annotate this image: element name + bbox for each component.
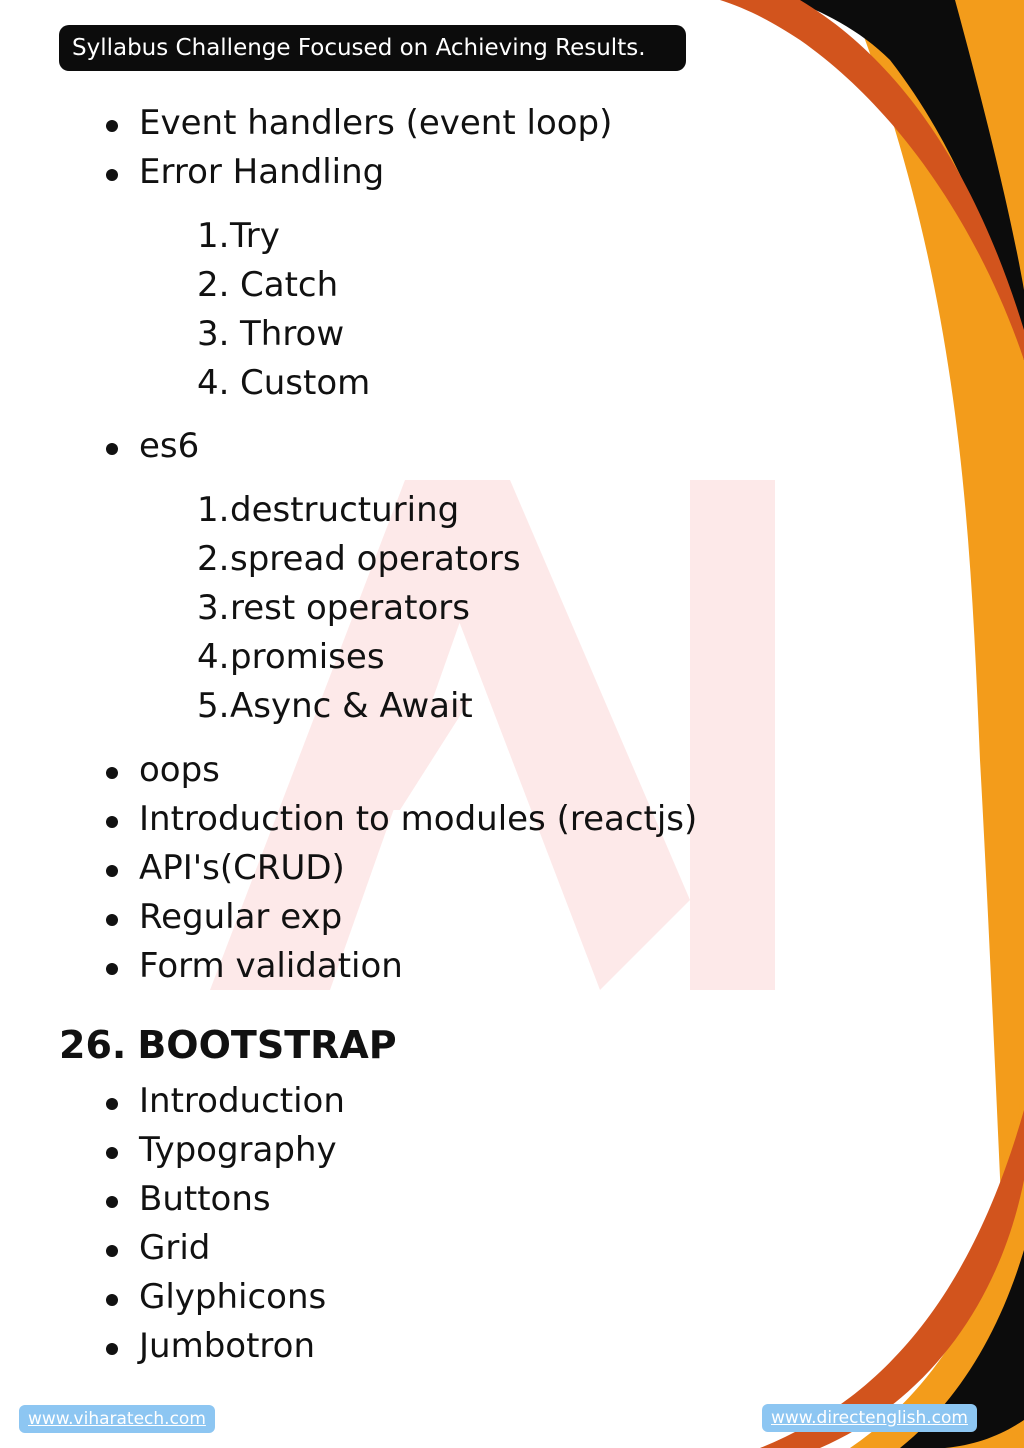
item-label: Custom [240,363,371,403]
list-item: oops [59,746,697,795]
list-item: Regular exp [59,893,697,942]
item-label: Async & Await [230,686,473,726]
sublist-item [197,633,521,682]
item-number: 1. [197,490,230,530]
item-label: Throw [240,314,345,354]
sublist-item [197,682,521,731]
list-item: Introduction [59,1077,345,1126]
sublist-item [197,584,521,633]
item-number: 3. [197,588,230,628]
item-number: 2. [197,539,230,579]
list-item: es6 [59,422,199,471]
error-handling-sublist [197,212,370,408]
item-number: 5. [197,686,230,726]
item-label: rest operators [230,588,470,628]
list-item: Jumbotron [59,1322,345,1371]
item-number: 2. [197,265,230,305]
section-title: BOOTSTRAP [137,1023,397,1067]
topic-list [59,99,612,197]
sublist-item [197,486,521,535]
sublist-item [197,535,521,584]
list-item: Glyphicons [59,1273,345,1322]
item-label: Try [230,216,280,256]
list-item: Error Handling [59,148,612,197]
topic-list [59,422,199,471]
item-label: promises [230,637,385,677]
sublist-item [197,212,370,261]
item-label: spread operators [230,539,521,579]
header-tagline: Syllabus Challenge Focused on Achieving Results. [59,25,686,71]
item-label: Catch [240,265,339,305]
bootstrap-topic-list [59,1077,345,1371]
item-number: 4. [197,637,230,677]
sublist-item [197,310,370,359]
list-item: Typography [59,1126,345,1175]
list-item: Buttons [59,1175,345,1224]
es6-sublist [197,486,521,731]
item-label: destructuring [230,490,460,530]
sublist-item [197,261,370,310]
list-item: Grid [59,1224,345,1273]
item-number: 3. [197,314,230,354]
footer-link-directenglish[interactable]: www.directenglish.com [762,1404,977,1432]
section-number: 26. [59,1023,127,1067]
section-heading [59,1018,397,1072]
item-number: 4. [197,363,230,403]
item-number: 1. [197,216,230,256]
list-item: API's(CRUD) [59,844,697,893]
list-item: Introduction to modules (reactjs) [59,795,697,844]
topic-list [59,746,697,991]
footer-link-viharatech[interactable]: www.viharatech.com [19,1405,215,1433]
sublist-item [197,359,370,408]
list-item: Form validation [59,942,697,991]
list-item: Event handlers (event loop) [59,99,612,148]
